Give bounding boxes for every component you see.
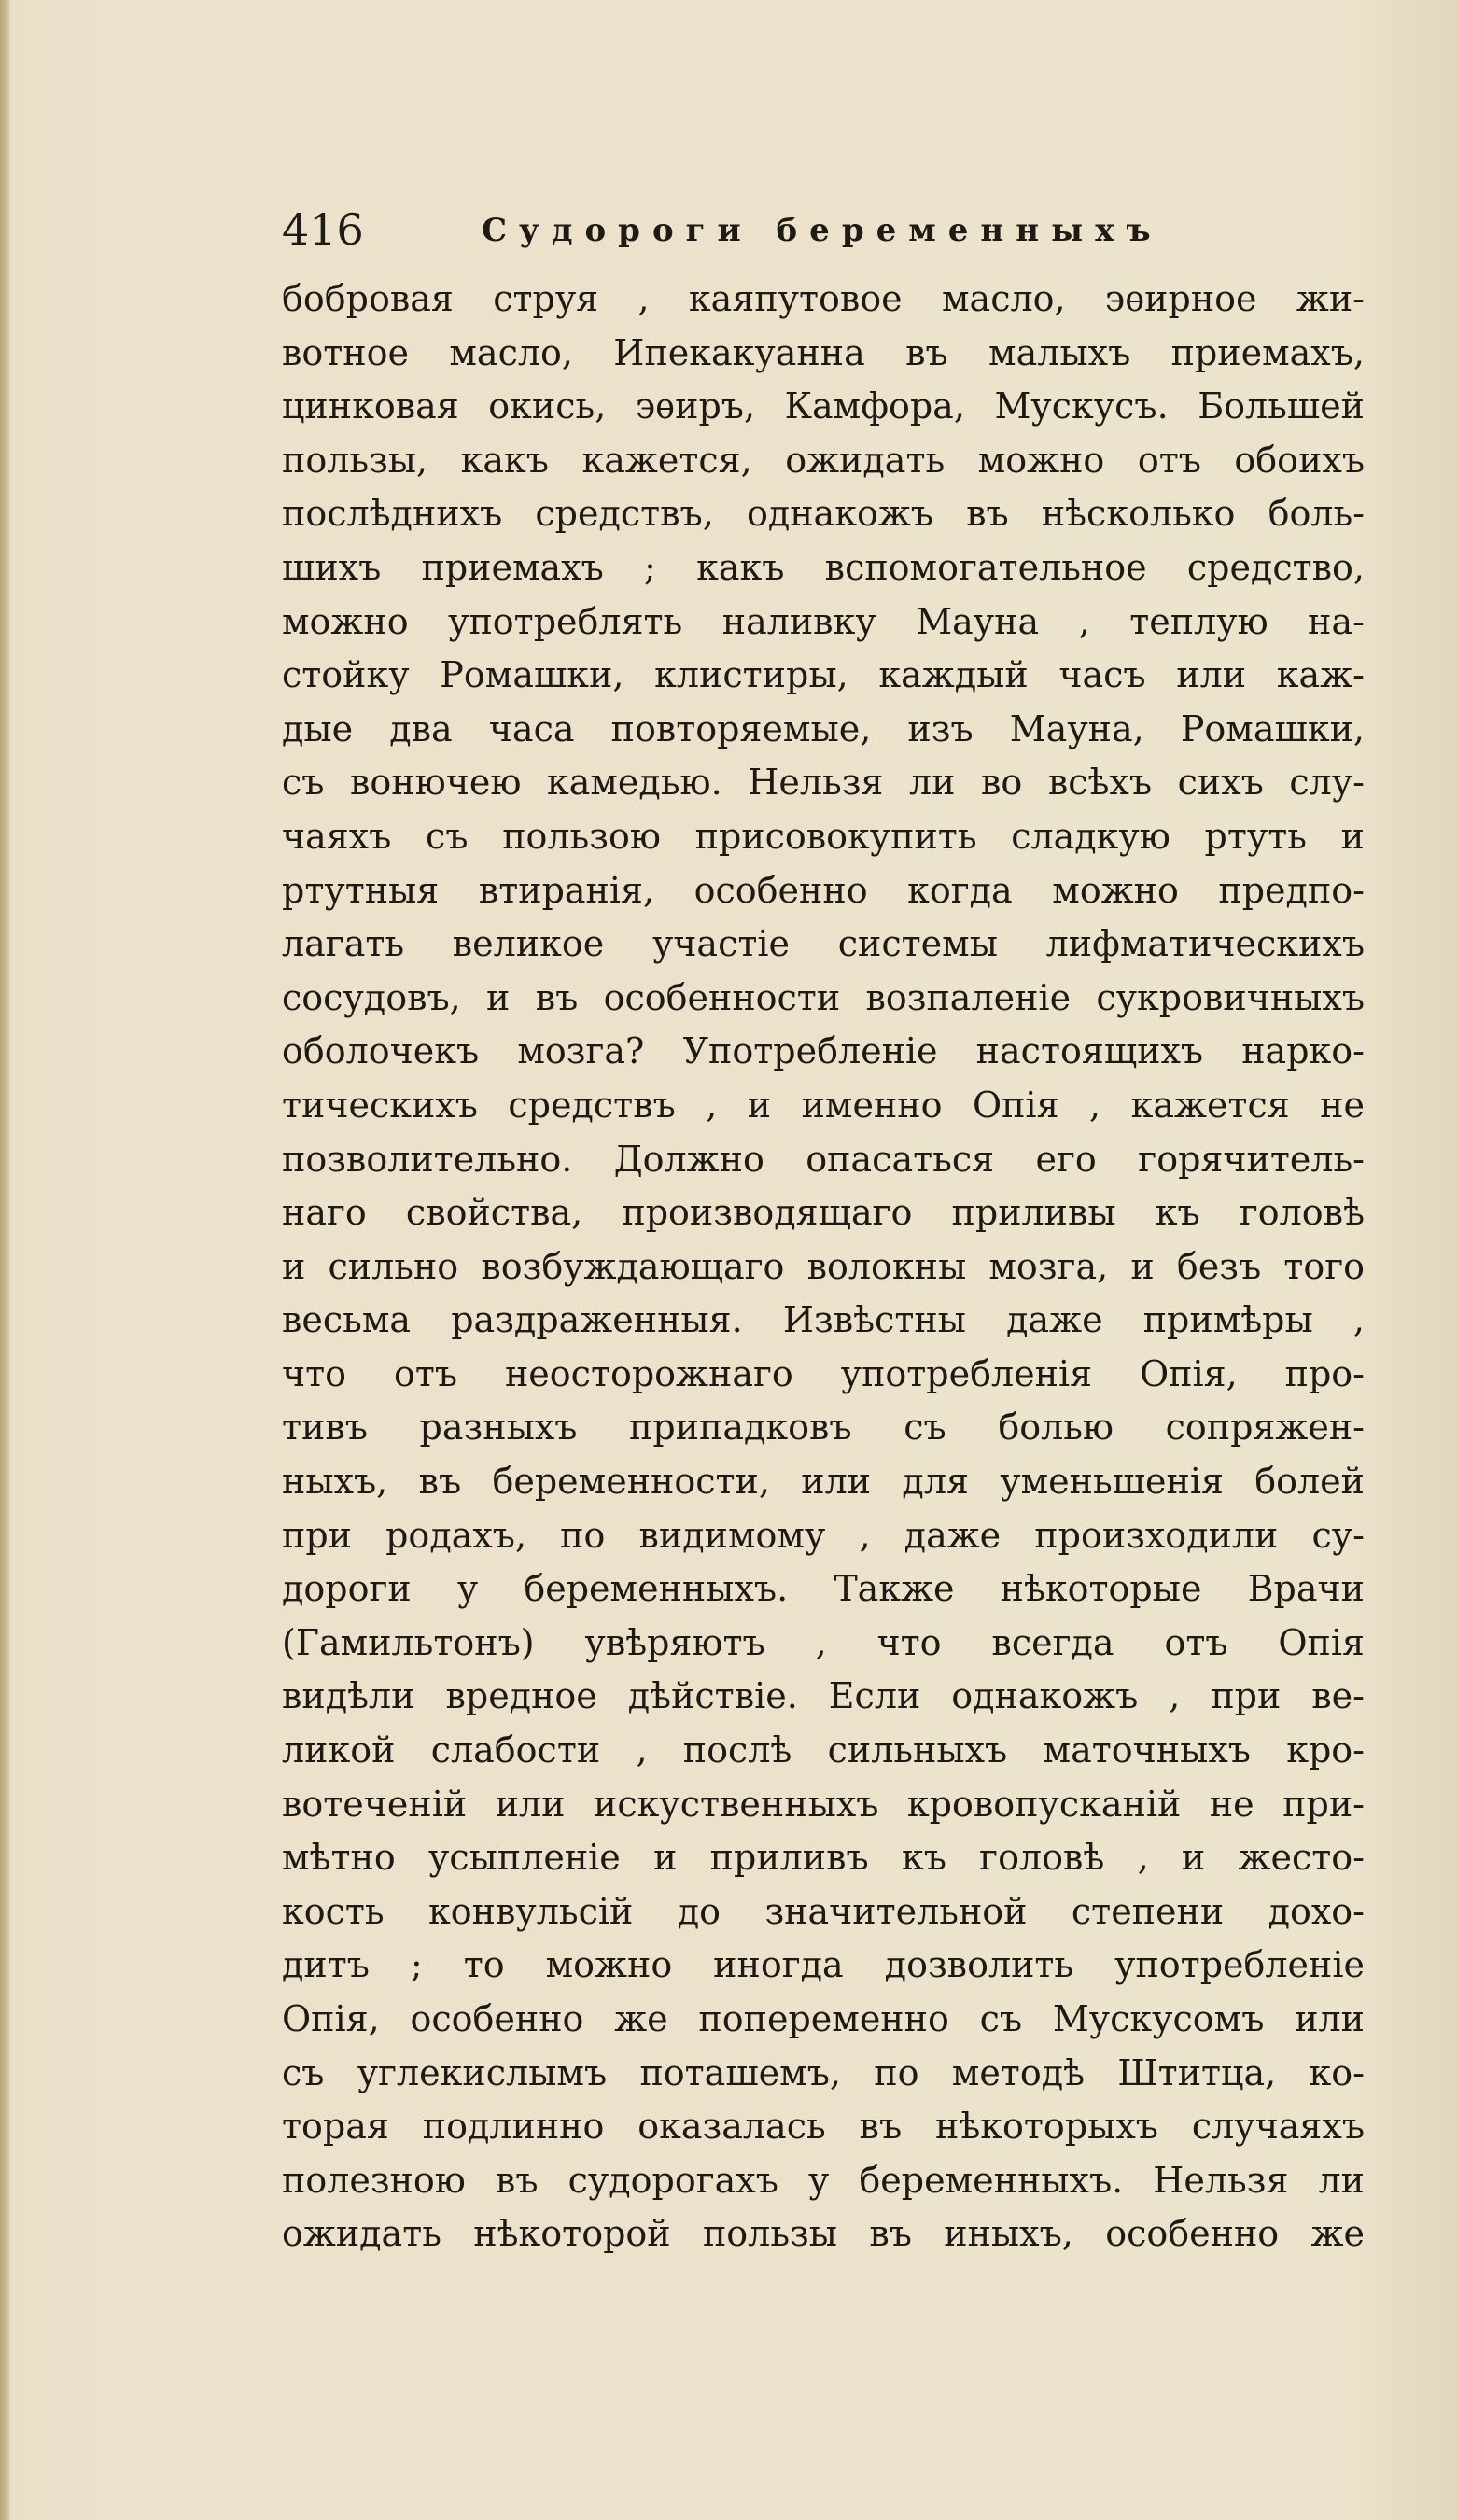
text-line: можно употреблять наливку Мауна , теплую на- — [282, 600, 1365, 642]
text-line: (Гамильтонъ) увѣряютъ , что всегда отъ Опія — [282, 1621, 1365, 1663]
text-line: оболочекъ мозга? Употребленіе настоящихъ нарко- — [282, 1030, 1365, 1072]
text-line: что отъ неосторожнаго употребленія Опія, про- — [282, 1352, 1365, 1394]
text-line: позволительно. Должно опасаться его горячитель- — [282, 1138, 1365, 1180]
text-line: ожидать нѣкоторой пользы въ иныхъ, особенно же — [282, 2213, 1365, 2255]
text-line: тическихъ средствъ , и именно Опія , кажется не — [282, 1084, 1365, 1126]
text-line: сосудовъ, и въ особенности возпаленіе сукровичныхъ — [282, 976, 1365, 1018]
text-line: вотное масло, Ипекакуанна въ малыхъ приемахъ, — [282, 331, 1365, 373]
text-line: мѣтно усыпленіе и приливъ къ головѣ , и жесто- — [282, 1837, 1365, 1879]
text-line: ныхъ, въ беременности, или для уменьшенія болей — [282, 1461, 1365, 1503]
text-line: ликой слабости , послѣ сильныхъ маточныхъ кро- — [282, 1729, 1365, 1771]
page-gutter-shadow — [0, 0, 9, 2520]
text-line: дые два часа повторяемые, изъ Мауна, Ромашки, — [282, 707, 1365, 749]
text-line: полезною въ судорогахъ у беременныхъ. Нельзя ли — [282, 2159, 1365, 2201]
text-line: ртутныя втиранія, особенно когда можно предпо- — [282, 869, 1365, 911]
text-line: лагать великое участіе системы лифматическихъ — [282, 923, 1365, 965]
text-line: послѣднихъ средствъ, однакожъ въ нѣсколько боль- — [282, 493, 1365, 535]
text-line: дитъ ; то можно иногда дозволить употребленіе — [282, 1944, 1365, 1986]
text-line: съ вонючею камедью. Нельзя ли во всѣхъ сихъ слу- — [282, 762, 1365, 804]
text-line: кость конвульсій до значительной степени дохо- — [282, 1890, 1365, 1932]
text-line: наго свойства, производящаго приливы къ головѣ — [282, 1192, 1365, 1234]
text-line: цинковая окись, эѳиръ, Камфора, Мускусъ. Большей — [282, 385, 1365, 427]
text-line: пользы, какъ кажется, ожидать можно отъ обоихъ — [282, 439, 1365, 481]
text-line: дороги у беременныхъ. Также нѣкоторые Врачи — [282, 1568, 1365, 1610]
text-line: при родахъ, по видимому , даже произходили су- — [282, 1514, 1365, 1556]
text-line: весьма раздраженныя. Извѣстны даже примѣры , — [282, 1299, 1365, 1341]
text-line: шихъ приемахъ ; какъ вспомогательное средство, — [282, 546, 1365, 588]
page-header — [282, 200, 1178, 259]
text-line: видѣли вредное дѣйствіе. Если однакожъ , при ве- — [282, 1675, 1365, 1717]
body-text — [282, 273, 1365, 2261]
text-line: тивъ разныхъ припадковъ съ болью сопряжен- — [282, 1407, 1365, 1449]
text-line: бобровая струя , каяпутовое масло, эѳирное жи- — [282, 278, 1365, 319]
running-title: Судороги беременныхъ — [482, 212, 1163, 249]
text-line: чаяхъ съ пользою присовокупить сладкую ртуть и — [282, 815, 1365, 857]
page-number: 416 — [282, 204, 364, 255]
text-line: Опія, особенно же попеременно съ Мускусомъ или — [282, 1998, 1365, 2039]
text-line: и сильно возбуждающаго волокны мозга, и безъ того — [282, 1245, 1365, 1287]
text-line: торая подлинно оказалась въ нѣкоторыхъ случаяхъ — [282, 2106, 1365, 2148]
text-line: вотеченій или искуственныхъ кровопусканій не при- — [282, 1783, 1365, 1825]
text-line: съ углекислымъ поташемъ, по методѣ Штитца, ко- — [282, 2051, 1365, 2093]
text-line: стойку Ромашки, клистиры, каждый часъ или каж- — [282, 654, 1365, 696]
